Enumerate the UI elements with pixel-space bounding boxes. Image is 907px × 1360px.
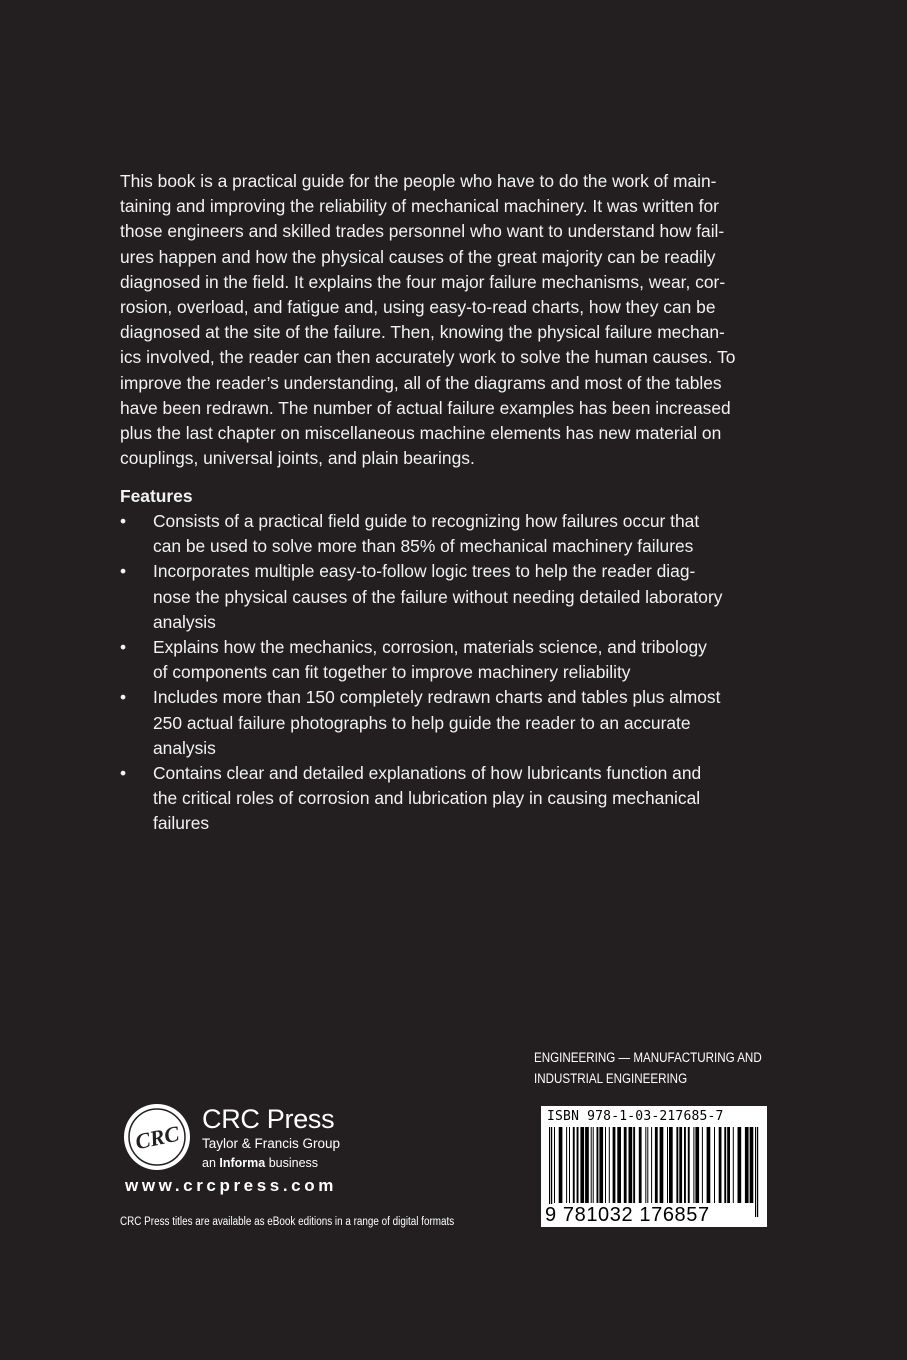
barcode-bar: [651, 1127, 652, 1203]
feature-line: of components can fit together to improve machinery reliability: [153, 662, 631, 683]
subject-line-2: INDUSTRIAL ENGINEERING: [534, 1071, 688, 1086]
feature-line: Contains clear and detailed explanations of how lubricants function and: [153, 763, 702, 784]
barcode-bar: [605, 1127, 606, 1203]
barcode-bar: [580, 1127, 584, 1203]
informa-suffix: business: [268, 1156, 319, 1170]
barcode-bar: [591, 1127, 592, 1203]
features-list: [120, 509, 770, 837]
description-line: have been redrawn. The number of actual failure examples has been increased: [120, 397, 731, 418]
barcode-bar: [599, 1127, 603, 1203]
bullet-icon: •: [120, 511, 127, 531]
description-line: This book is a practical guide for the people who have to do the work of main-: [120, 171, 717, 191]
barcode-bar: [679, 1127, 682, 1203]
barcode-bar: [554, 1127, 555, 1203]
barcode-bar: [577, 1127, 579, 1203]
barcode-bar: [645, 1127, 646, 1203]
barcode-bar: [617, 1127, 621, 1203]
barcode-guard-bar: [755, 1127, 756, 1217]
barcode-bar: [624, 1127, 627, 1203]
barcode-bar: [660, 1127, 664, 1203]
feature-line: Includes more than 150 completely redrawn charts and tables plus almost: [153, 687, 721, 708]
description-line: improve the reader’s understanding, all of the diagrams and most of the tables: [120, 372, 722, 393]
barcode-bar: [559, 1127, 563, 1203]
barcode-bar: [676, 1127, 678, 1203]
barcode-bar: [702, 1127, 703, 1203]
feature-line: nose the physical causes of the failure without needing detailed laboratory: [153, 586, 723, 607]
description-line: ures happen and how the physical causes of the great majority can be readily: [120, 246, 716, 267]
description-line: ics involved, the reader can then accurately work to solve the human causes. To: [120, 347, 736, 368]
barcode-bar: [639, 1127, 642, 1203]
feature-item: [120, 509, 770, 559]
crc-logo-icon: [123, 1103, 191, 1171]
description-line: rosion, overload, and fatigue and, using easy-to-read charts, how they can be: [120, 297, 716, 318]
barcode-bar: [629, 1127, 633, 1203]
barcode-bar: [738, 1127, 742, 1203]
informa-line: [202, 1154, 318, 1172]
barcode-bar: [566, 1127, 567, 1203]
feature-item: [120, 685, 770, 761]
barcode-bar: [693, 1127, 694, 1203]
barcode-bar: [593, 1127, 594, 1203]
feature-item: [120, 635, 770, 685]
bullet-icon: •: [120, 561, 127, 582]
barcode-bar: [667, 1127, 668, 1203]
barcode-bar: [633, 1127, 635, 1203]
barcode-bar: [669, 1127, 673, 1203]
barcode-bar: [573, 1127, 575, 1203]
barcode-bar: [724, 1127, 726, 1203]
feature-line: Incorporates multiple easy-to-follow logic trees to help the reader diag-: [153, 561, 696, 582]
ean-digits: 9 781032 176857: [545, 1204, 710, 1226]
barcode-bar: [714, 1127, 715, 1203]
feature-line: analysis: [153, 737, 216, 758]
barcode-bar: [695, 1127, 699, 1203]
features-heading: Features: [120, 486, 193, 506]
crc-logo-text: CRC: [132, 1120, 182, 1155]
description-line: those engineers and skilled trades personnel who want to understand how fail-: [120, 221, 725, 242]
description-line: taining and improving the reliability of mechanical machinery. It was written for: [120, 196, 719, 217]
feature-line: can be used to solve more than 85% of mechanical machinery failures: [153, 536, 694, 557]
barcode-bar: [684, 1127, 686, 1203]
barcode-bar: [727, 1127, 730, 1203]
barcode-bar: [745, 1127, 749, 1203]
barcode-bar: [585, 1127, 589, 1203]
description-line: couplings, universal joints, and plain bearings.: [120, 448, 475, 469]
subject-line-1: ENGINEERING — MANUFACTURING AND: [534, 1050, 762, 1065]
bullet-icon: •: [120, 637, 127, 658]
publisher-name: CRC Press: [202, 1104, 335, 1134]
description-line: diagnosed in the field. It explains the four major failure mechanisms, wear, cor-: [120, 271, 726, 292]
feature-item: [120, 761, 770, 837]
feature-item: [120, 559, 770, 635]
feature-line: failures: [153, 813, 210, 834]
feature-line: Explains how the mechanics, corrosion, materials science, and tribology: [153, 637, 707, 658]
barcode-bar: [647, 1127, 648, 1203]
informa-prefix: an: [202, 1156, 216, 1170]
subject-category: [534, 1047, 762, 1089]
feature-line: analysis: [153, 611, 216, 632]
barcode-bar: [688, 1127, 690, 1203]
informa-name: Informa: [219, 1156, 266, 1170]
barcode-bar: [707, 1127, 711, 1203]
feature-line: the critical roles of corrosion and lubrication play in causing mechanical: [153, 788, 701, 809]
bullet-icon: •: [120, 687, 127, 708]
publisher-logo: [123, 1103, 383, 1203]
feature-line: Consists of a practical field guide to recognizing how failures occur that: [153, 511, 700, 531]
isbn-label: ISBN 978-1-03-217685-7: [547, 1109, 724, 1124]
barcode-bar: [613, 1127, 616, 1203]
publisher-url: www.crcpress.com: [125, 1176, 337, 1195]
isbn-barcode: [541, 1106, 767, 1227]
description-line: plus the last chapter on miscellaneous machine elements has new material on: [120, 423, 722, 444]
barcode-bar: [750, 1127, 754, 1203]
barcode-bar: [609, 1127, 610, 1203]
ebook-note: CRC Press titles are available as eBook editions in a range of digital formats: [120, 1216, 455, 1228]
bullet-icon: •: [120, 763, 127, 784]
book-description: [120, 169, 768, 471]
barcode-bar: [719, 1127, 722, 1203]
barcode-bar: [655, 1127, 658, 1203]
barcode-bar: [569, 1127, 570, 1203]
barcode-bar: [597, 1127, 599, 1203]
feature-line: 250 actual failure photographs to help guide the reader to an accurate: [153, 712, 691, 733]
description-line: diagnosed at the site of the failure. Then, knowing the physical failure mechan-: [120, 322, 725, 343]
publisher-group: Taylor & Francis Group: [202, 1136, 341, 1151]
barcode-guard-bar: [757, 1127, 758, 1217]
barcode-bar: [733, 1127, 734, 1203]
